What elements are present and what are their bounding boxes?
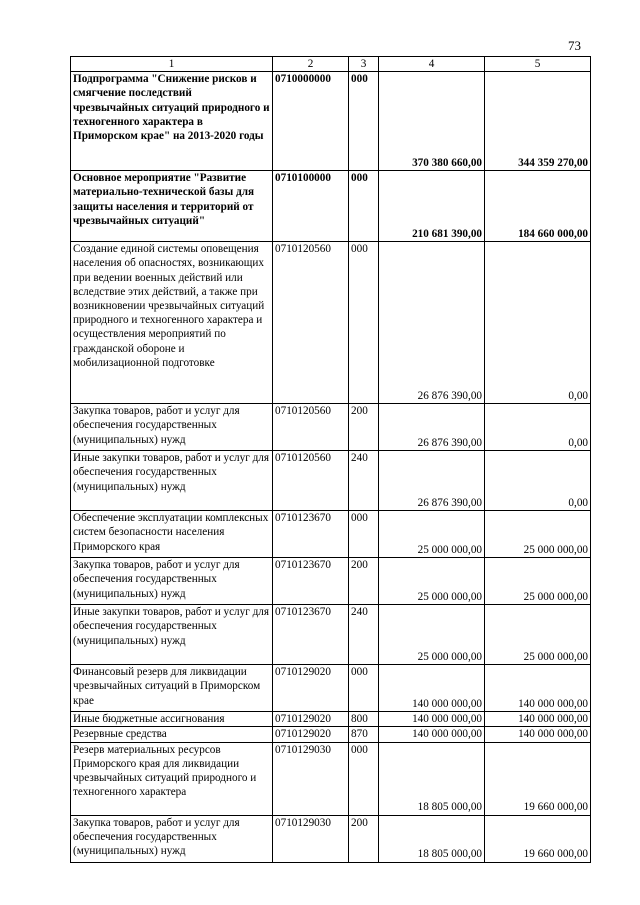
row-name: Закупка товаров, работ и услуг для обеспечения государственных (муниципальных) нужд — [71, 558, 273, 605]
budget-table — [70, 56, 591, 863]
row-sum-4: 25 000 000,00 — [379, 558, 485, 605]
row-code: 0710123670 — [273, 558, 349, 605]
header-col-2: 2 — [273, 57, 349, 72]
table-row — [71, 72, 591, 171]
row-sum-4: 18 805 000,00 — [379, 815, 485, 862]
row-type: 240 — [349, 605, 379, 665]
row-code: 0710129020 — [273, 665, 349, 712]
row-sum-4: 140 000 000,00 — [379, 712, 485, 727]
table-row — [71, 242, 591, 404]
row-code: 0710129020 — [273, 727, 349, 742]
row-name: Резерв материальных ресурсов Приморского края для ликвидации чрезвычайных ситуаций природного и техногенного характера — [71, 742, 273, 815]
row-sum-5: 140 000 000,00 — [485, 727, 591, 742]
row-name: Финансовый резерв для ликвидации чрезвычайных ситуаций в Приморском крае — [71, 665, 273, 712]
row-type: 000 — [349, 511, 379, 558]
table-row — [71, 451, 591, 511]
row-type: 200 — [349, 815, 379, 862]
row-code: 0710000000 — [273, 72, 349, 171]
row-type: 000 — [349, 742, 379, 815]
row-name: Обеспечение эксплуатации комплексных систем безопасности населения Приморского края — [71, 511, 273, 558]
row-sum-4: 370 380 660,00 — [379, 72, 485, 171]
row-name: Создание единой системы оповещения населения об опасностях, возникающих при ведении военных действий или вследствие этих действий, а также при возникновении чрезвычайных ситуаций природного и техногенного характера и осуществления мероприятий по гражданской обороне и мобилизационной подготовке — [71, 242, 273, 404]
row-name: Резервные средства — [71, 727, 273, 742]
row-sum-5: 344 359 270,00 — [485, 72, 591, 171]
table-row — [71, 605, 591, 665]
row-sum-4: 26 876 390,00 — [379, 242, 485, 404]
row-type: 870 — [349, 727, 379, 742]
row-type: 000 — [349, 72, 379, 171]
header-col-5: 5 — [485, 57, 591, 72]
table-row — [71, 742, 591, 815]
row-sum-4: 26 876 390,00 — [379, 404, 485, 451]
row-sum-5: 0,00 — [485, 242, 591, 404]
header-col-3: 3 — [349, 57, 379, 72]
row-sum-4: 25 000 000,00 — [379, 511, 485, 558]
row-code: 0710123670 — [273, 511, 349, 558]
row-code: 0710129030 — [273, 815, 349, 862]
row-type: 240 — [349, 451, 379, 511]
row-code: 0710129030 — [273, 742, 349, 815]
row-name: Иные бюджетные ассигнования — [71, 712, 273, 727]
row-sum-4: 210 681 390,00 — [379, 171, 485, 242]
row-name: Основное мероприятие "Развитие материально-технической базы для защиты населения и территорий от чрезвычайных ситуаций" — [71, 171, 273, 242]
row-sum-5: 19 660 000,00 — [485, 815, 591, 862]
table-row — [71, 511, 591, 558]
row-code: 0710120560 — [273, 404, 349, 451]
page-number: 73 — [568, 38, 581, 53]
row-type: 800 — [349, 712, 379, 727]
row-name: Иные закупки товаров, работ и услуг для обеспечения государственных (муниципальных) нужд — [71, 451, 273, 511]
row-type: 000 — [349, 171, 379, 242]
row-name: Иные закупки товаров, работ и услуг для обеспечения государственных (муниципальных) нужд — [71, 605, 273, 665]
row-sum-5: 184 660 000,00 — [485, 171, 591, 242]
row-sum-5: 0,00 — [485, 451, 591, 511]
row-code: 0710100000 — [273, 171, 349, 242]
row-sum-5: 25 000 000,00 — [485, 558, 591, 605]
row-code: 0710120560 — [273, 451, 349, 511]
row-sum-4: 26 876 390,00 — [379, 451, 485, 511]
table-row — [71, 727, 591, 742]
header-col-1: 1 — [71, 57, 273, 72]
row-type: 200 — [349, 558, 379, 605]
row-sum-4: 140 000 000,00 — [379, 727, 485, 742]
row-code: 0710123670 — [273, 605, 349, 665]
table-header-row — [71, 57, 591, 72]
row-type: 000 — [349, 242, 379, 404]
row-sum-4: 25 000 000,00 — [379, 605, 485, 665]
row-code: 0710120560 — [273, 242, 349, 404]
row-type: 000 — [349, 665, 379, 712]
row-sum-4: 18 805 000,00 — [379, 742, 485, 815]
row-sum-5: 0,00 — [485, 404, 591, 451]
row-name: Закупка товаров, работ и услуг для обеспечения государственных (муниципальных) нужд — [71, 404, 273, 451]
row-name: Подпрограмма "Снижение рисков и смягчение последствий чрезвычайных ситуаций природного и техногенного характера в Приморском крае" на 2013-2020 годы — [71, 72, 273, 171]
row-sum-5: 25 000 000,00 — [485, 511, 591, 558]
table-row — [71, 558, 591, 605]
row-type: 200 — [349, 404, 379, 451]
table-row — [71, 815, 591, 862]
row-sum-5: 140 000 000,00 — [485, 665, 591, 712]
row-name: Закупка товаров, работ и услуг для обеспечения государственных (муниципальных) нужд — [71, 815, 273, 862]
table-row — [71, 712, 591, 727]
table-row — [71, 171, 591, 242]
row-sum-4: 140 000 000,00 — [379, 665, 485, 712]
row-sum-5: 25 000 000,00 — [485, 605, 591, 665]
row-code: 0710129020 — [273, 712, 349, 727]
row-sum-5: 19 660 000,00 — [485, 742, 591, 815]
header-col-4: 4 — [379, 57, 485, 72]
row-sum-5: 140 000 000,00 — [485, 712, 591, 727]
table-row — [71, 665, 591, 712]
table-row — [71, 404, 591, 451]
